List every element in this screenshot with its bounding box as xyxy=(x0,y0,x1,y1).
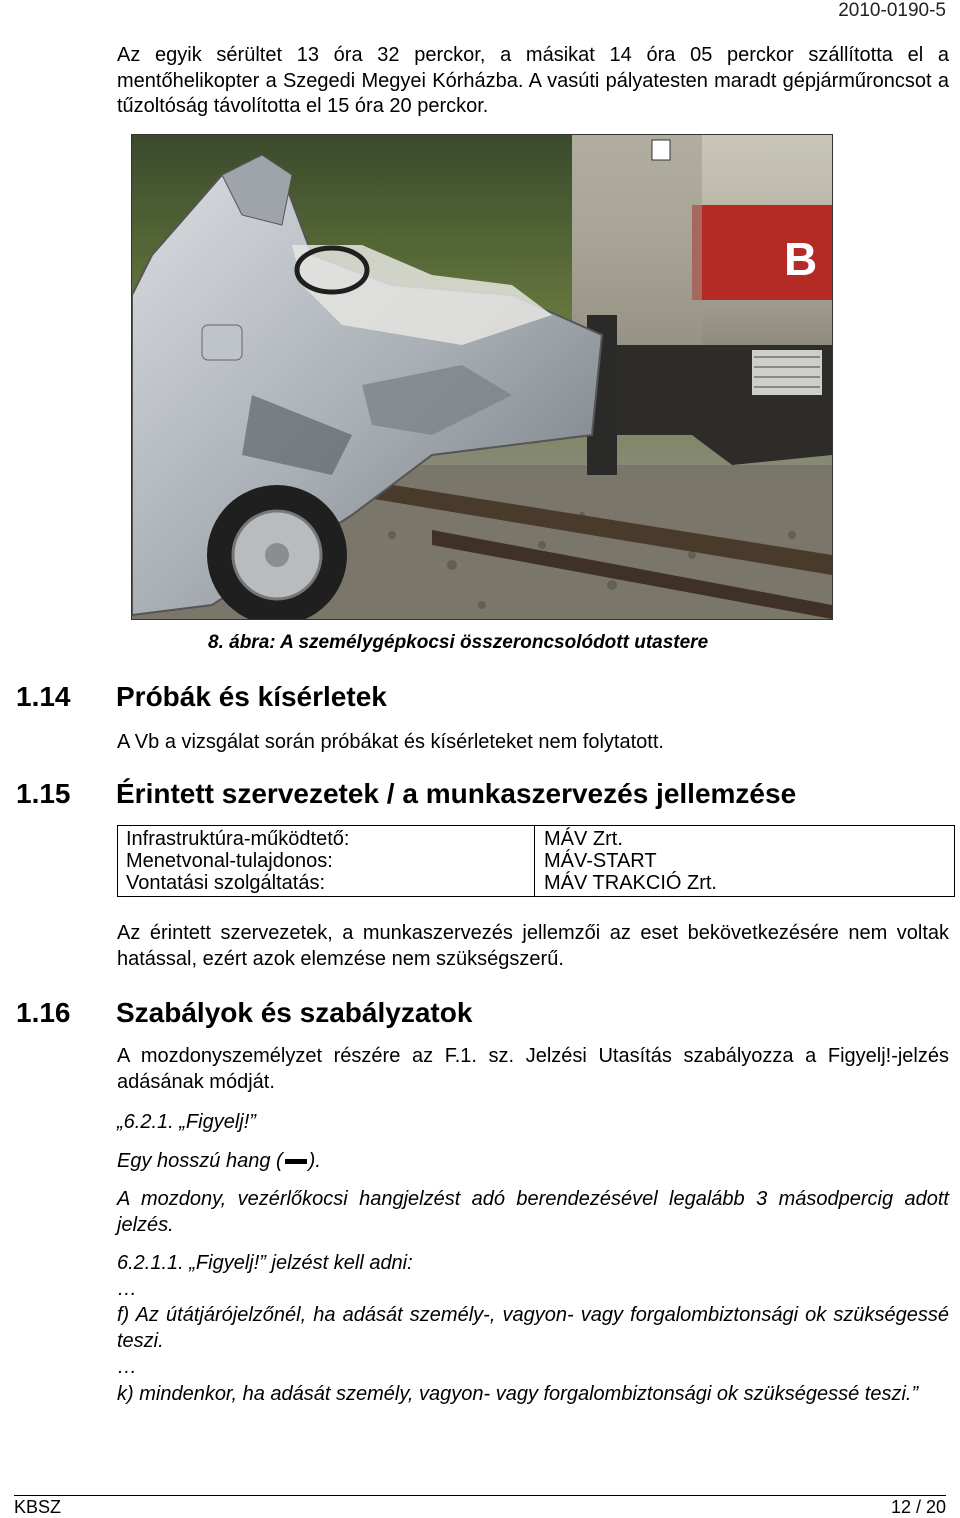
footer-divider xyxy=(14,1495,946,1496)
table-row xyxy=(118,826,955,897)
org-value: MÁV-START xyxy=(544,850,657,872)
org-label: Menetvonal-tulajdonos: xyxy=(126,850,333,872)
quote-item-f: f) Az útátjárójelzőnél, ha adását személy-, vagyon- vagy forgalombiztonsági ok szükségessé teszi. xyxy=(117,1304,949,1352)
org-label: Infrastruktúra-működtető: xyxy=(126,828,350,850)
quote-signal-line xyxy=(117,1149,949,1175)
intro-paragraph: Az egyik sérültet 13 óra 32 perckor, a másikat 14 óra 05 perckor szállította el a mentőhelikopter a Szegedi Megyei Kórházba. A vasúti pályatesten maradt gépjárműroncsot a tűzoltóság távolította el 15 óra 20 perckor. xyxy=(117,44,949,117)
organizations-table xyxy=(117,825,955,897)
quote-heading: „6.2.1. „Figyelj!” xyxy=(117,1111,256,1133)
ellipsis-line: … xyxy=(117,1278,137,1300)
section-title: Szabályok és szabályzatok xyxy=(116,997,473,1028)
page-number: 12 / 20 xyxy=(890,1497,946,1517)
figure-caption: 8. ábra: A személygépkocsi összeroncsolódott utastere xyxy=(208,632,709,653)
section-heading-1-15 xyxy=(16,778,946,812)
section-1-14-body: A Vb a vizsgálat során próbákat és kísérleteket nem folytatott. xyxy=(117,731,664,753)
org-values-cell xyxy=(535,826,955,897)
org-labels-cell xyxy=(118,826,535,897)
document-id: 2010-0190-5 xyxy=(838,0,946,21)
footer-org: KBSZ xyxy=(14,1497,62,1517)
long-tone-icon xyxy=(285,1159,307,1164)
svg-text:B: B xyxy=(784,233,818,285)
quote-signal-close: ). xyxy=(308,1150,321,1172)
accident-photo xyxy=(131,134,833,620)
org-value: MÁV Zrt. xyxy=(544,828,623,850)
org-value: MÁV TRAKCIÓ Zrt. xyxy=(544,872,717,894)
section-number: 1.15 xyxy=(16,778,71,809)
quote-paragraph: A mozdony, vezérlőkocsi hangjelzést adó berendezésével legalább 3 másodpercig adott jelzés. xyxy=(117,1188,949,1236)
quote-signal-text: Egy hosszú hang ( xyxy=(117,1150,283,1172)
section-number: 1.16 xyxy=(16,997,71,1028)
section-title: Próbák és kísérletek xyxy=(116,681,387,712)
section-title: Érintett szervezetek / a munkaszervezés jellemzése xyxy=(116,778,797,809)
quote-item-k: k) mindenkor, ha adását személy, vagyon- vagy forgalombiztonsági ok szükségessé teszi.” xyxy=(117,1383,919,1405)
section-heading-1-14 xyxy=(16,681,916,715)
org-label: Vontatási szolgáltatás: xyxy=(126,872,326,894)
ellipsis-line: … xyxy=(117,1356,137,1378)
section-number: 1.14 xyxy=(16,681,71,712)
section-1-15-body: Az érintett szervezetek, a munkaszervezés jellemzői az eset bekövetkezésére nem voltak hatással, ezért azok elemzése nem szükségszerű. xyxy=(117,922,949,970)
section-1-16-body: A mozdonyszemélyzet részére az F.1. sz. Jelzési Utasítás szabályozza a Figyelj!-jelzés adásának módját. xyxy=(117,1045,949,1093)
quote-sub-heading: 6.2.1.1. „Figyelj!” jelzést kell adni: xyxy=(117,1252,413,1274)
section-heading-1-16 xyxy=(16,997,916,1031)
